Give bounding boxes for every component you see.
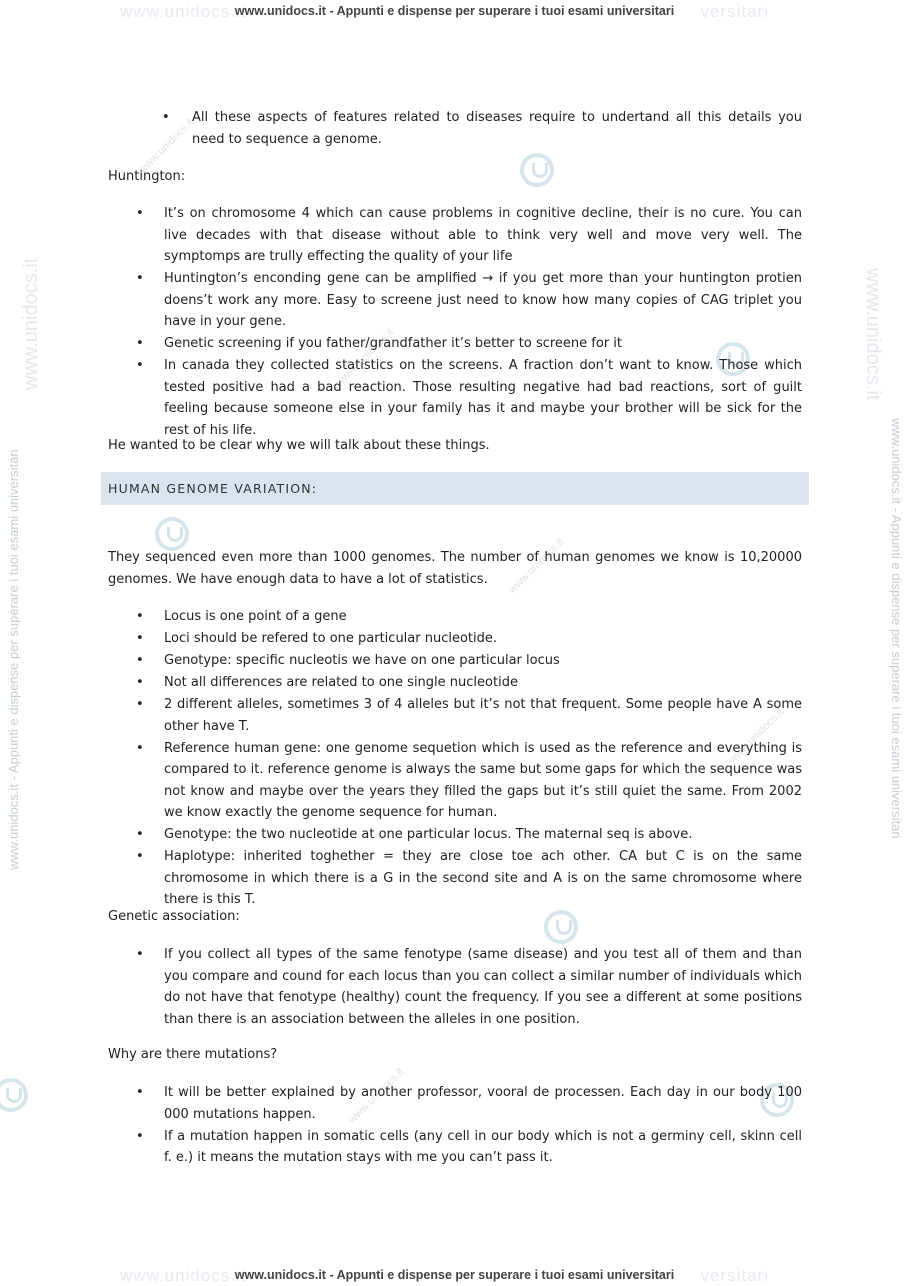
unidocs-logo-icon [0, 1078, 28, 1112]
association-bullet-list [108, 944, 802, 1031]
list-item: • Genotype: specific nucleotis we have on one particular locus [108, 650, 802, 672]
footer-watermark-text: www.unidocs.it - Appunti e dispense per superare i tuoi esami universitari [234, 1268, 675, 1282]
list-item: • 2 different alleles, sometimes 3 of 4 alleles but it’s not that frequent. Some people have A some other have T. [108, 694, 802, 737]
list-item: • If you collect all types of the same fenotype (same disease) and you test all of them and than you compare and cound for each locus than you can collect a similar number of individuals which do not have that fenotype (healthy) count the frequency. If you see a different at some positions than there is an association between the alleles in one position. [108, 944, 802, 1030]
side-watermark-right-light: www.unidocs.it [862, 268, 884, 401]
section-heading: HUMAN GENOME VARIATION: [108, 481, 318, 496]
mutations-heading: Why are there mutations? [108, 1047, 278, 1062]
variation-bullet-list [108, 606, 802, 911]
list-item: • Loci should be refered to one particular nucleotide. [108, 628, 802, 650]
mutations-bullet-list [108, 1082, 802, 1169]
list-item: • Not all differences are related to one single nucleotide [108, 672, 802, 694]
footer-watermark [0, 1266, 909, 1284]
header-watermark-shadow-right: versitari [700, 2, 769, 21]
list-item: • All these aspects of features related to diseases require to undertand all this details you need to sequence a genome. [108, 107, 802, 150]
list-item: • Reference human gene: one genome sequetion which is used as the reference and everything is compared to it. reference genome is always the same but some gaps for which the sequence was not know and maybe over the years they filled the gaps but it’s still quiet the same. From 2002 we know exactly the genome sequence for human. [108, 738, 802, 824]
header-watermark-text: www.unidocs.it - Appunti e dispense per superare i tuoi esami universitari [234, 4, 675, 18]
unidocs-logo-icon [155, 517, 189, 551]
list-item: • It’s on chromosome 4 which can cause problems in cognitive decline, their is no cure. You can live decades with that disease without able to think very well and move very well. The symptomps are trully effecting the quality of your life [108, 203, 802, 268]
side-watermark-left-light: www.unidocs.it [20, 257, 42, 390]
list-item: • Locus is one point of a gene [108, 606, 802, 628]
diagonal-watermark: www.unidocs.it [336, 326, 397, 386]
list-item: • Huntington’s enconding gene can be amplified → if you get more than your huntington protien doens’t work any more. Easy to screene just need to know how many copies of CAG triplet you have in your gene. [108, 268, 802, 333]
diagonal-watermark: www.unidocs.it [346, 1066, 407, 1126]
header-watermark-shadow: www.unidocs.it [120, 2, 247, 21]
diagonal-watermark: www.unidocs.it [726, 706, 787, 766]
list-item: • Haplotype: inherited toghether = they are close toe ach other. CA but C is on the same chromosome in which there is a G in the second site and A is on the same chromosome where there is this T. [108, 846, 802, 911]
huntington-heading: Huntington: [108, 169, 186, 184]
list-item: • Genotype: the two nucleotide at one particular locus. The maternal seq is above. [108, 824, 802, 846]
list-item: • If a mutation happen in somatic cells (any cell in our body which is not a germiny cell, skinn cell f. e.) it means the mutation stays with me you can’t pass it. [108, 1126, 802, 1169]
diagonal-watermark: www.unidocs.it [506, 536, 567, 596]
huntington-bullet-list [108, 203, 802, 442]
diagonal-watermark: www.unidocs.it [136, 116, 197, 176]
list-item: • Genetic screening if you father/grandfather it’s better to screene for it [108, 333, 802, 355]
huntington-closing: He wanted to be clear why we will talk about these things. [108, 438, 490, 453]
association-heading: Genetic association: [108, 909, 240, 924]
variation-intro: They sequenced even more than 1000 genomes. The number of human genomes we know is 10,20000 genomes. We have enough data to have a lot of statistics. [108, 550, 802, 587]
footer-watermark-shadow-right: versitari [700, 1266, 769, 1285]
list-item: • It will be better explained by another professor, vooral de processen. Each day in our body 100 000 mutations happen. [108, 1082, 802, 1125]
list-item: • In canada they collected statistics on the screens. A fraction don’t want to know. Those which tested positive had a bad reaction. Those resulting negative had bad reactions, sort of guilt feeling because someone else in your family has it and maybe your brother will be sick for the rest of his life. [108, 355, 802, 441]
footer-watermark-shadow: www.unidocs.it [120, 1266, 247, 1285]
side-watermark-left: www.unidocs.it - Appunti e dispense per superare i tuoi esami universitari [6, 449, 21, 870]
intro-bullet-list [108, 107, 802, 151]
side-watermark-right: www.unidocs.it - Appunti e dispense per superare i tuoi esami universitari [889, 418, 904, 839]
header-watermark [0, 2, 909, 20]
